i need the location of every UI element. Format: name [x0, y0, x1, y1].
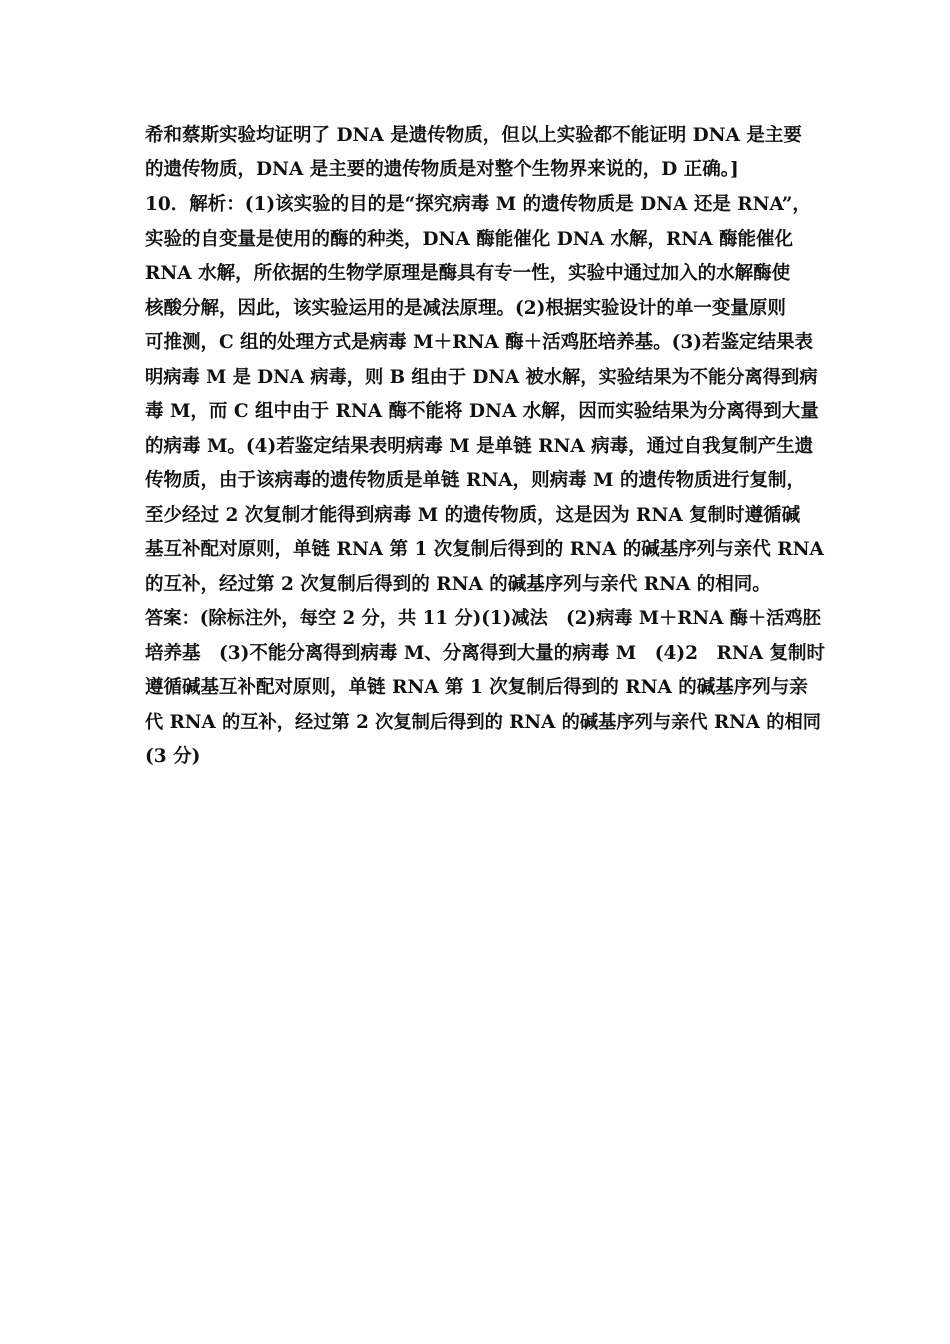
answer-line: 遵循碱基互补配对原则，单链 RNA 第 1 次复制后得到的 RNA 的碱基序列与亲 — [145, 677, 808, 698]
text-line: 传物质，由于该病毒的遗传物质是单链 RNA，则病毒 M 的遗传物质进行复制， — [145, 470, 805, 491]
answer-line: 答案：(除标注外，每空 2 分，共 11 分)(1)减法 (2)病毒 M＋RNA 酶＋活鸡胚 — [145, 608, 821, 629]
answer-line: 代 RNA 的互补，经过第 2 次复制后得到的 RNA 的碱基序列与亲代 RNA 的相同 — [145, 712, 822, 733]
text-line: 的遗传物质，DNA 是主要的遗传物质是对整个生物界来说的，D 正确。] — [145, 159, 739, 180]
text-line: 至少经过 2 次复制才能得到病毒 M 的遗传物质，这是因为 RNA 复制时遵循碱 — [145, 505, 801, 526]
text-line: 明病毒 M 是 DNA 病毒，则 B 组由于 DNA 被水解，实验结果为不能分离得到病 — [145, 367, 818, 388]
text-line: 实验的自变量是使用的酶的种类，DNA 酶能催化 DNA 水解，RNA 酶能催化 — [145, 229, 794, 250]
text-line: 毒 M，而 C 组中由于 RNA 酶不能将 DNA 水解，因而实验结果为分离得到大量 — [145, 401, 819, 422]
text-line: 10．解析：(1)该实验的目的是“探究病毒 M 的遗传物质是 DNA 还是 RNA”， — [145, 194, 811, 215]
text-line: 希和蔡斯实验均证明了 DNA 是遗传物质，但以上实验都不能证明 DNA 是主要 — [145, 125, 802, 146]
text-line: 的互补，经过第 2 次复制后得到的 RNA 的碱基序列与亲代 RNA 的相同。 — [145, 574, 771, 595]
answer-line: (3 分) — [145, 746, 201, 767]
text-line: 核酸分解，因此，该实验运用的是减法原理。(2)根据实验设计的单一变量原则 — [145, 298, 786, 319]
text-line: RNA 水解，所依据的生物学原理是酶具有专一性，实验中通过加入的水解酶使 — [145, 263, 791, 284]
text-line: 基互补配对原则，单链 RNA 第 1 次复制后得到的 RNA 的碱基序列与亲代 RNA — [145, 539, 824, 560]
text-line: 的病毒 M。(4)若鉴定结果表明病毒 M 是单链 RNA 病毒，通过自我复制产生遗 — [145, 436, 814, 457]
answer-line: 培养基 (3)不能分离得到病毒 M、分离得到大量的病毒 M (4)2 RNA 复制时 — [145, 643, 826, 664]
text-line: 可推测，C 组的处理方式是病毒 M＋RNA 酶＋活鸡胚培养基。(3)若鉴定结果表 — [145, 332, 814, 353]
